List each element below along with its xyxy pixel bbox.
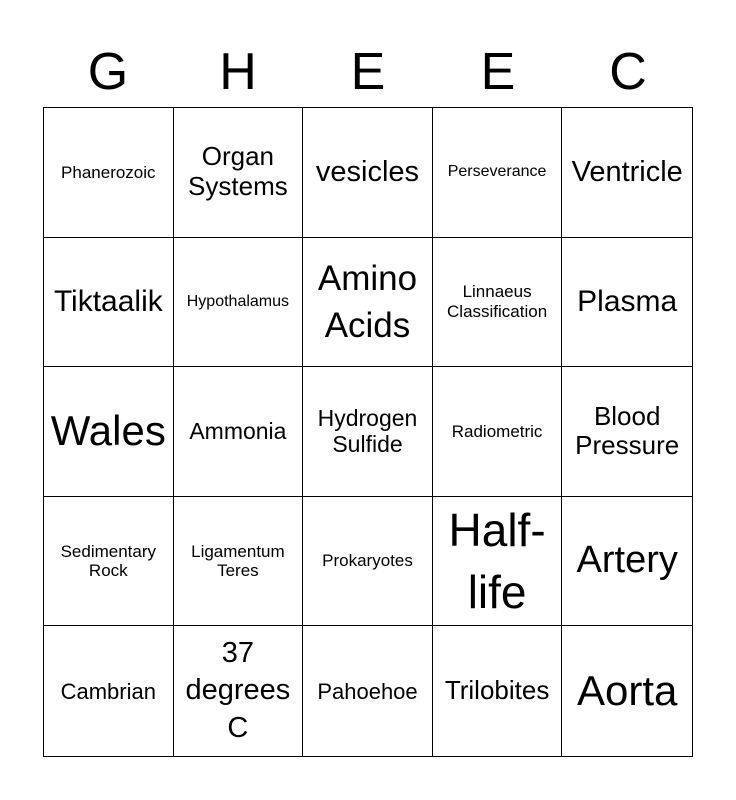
bingo-cell[interactable] [433, 108, 563, 238]
header-letter: G [87, 43, 129, 101]
cell-label: Phanerozoic [61, 162, 156, 182]
bingo-cell[interactable] [44, 367, 174, 497]
bingo-cell[interactable] [44, 626, 174, 756]
bingo-cell[interactable] [433, 367, 563, 497]
cell-label: Sedimentary Rock [60, 541, 157, 581]
header-letter: H [219, 43, 257, 101]
bingo-cell[interactable] [562, 497, 692, 627]
bingo-cell[interactable] [174, 108, 304, 238]
cell-label: vesicles [315, 155, 420, 188]
cell-label: Artery [576, 539, 678, 582]
bingo-header [43, 40, 693, 104]
cell-label: Ventricle [571, 155, 683, 188]
bingo-cell[interactable] [303, 497, 433, 627]
bingo-cell[interactable] [433, 238, 563, 368]
cell-label: Hydrogen Sulfide [317, 405, 418, 458]
bingo-cell[interactable] [174, 497, 304, 627]
bingo-cell[interactable] [44, 238, 174, 368]
cell-label: Radiometric [451, 421, 543, 441]
cell-label: Plasma [577, 284, 678, 318]
cell-label: Perseverance [447, 163, 547, 181]
bingo-cell[interactable] [44, 108, 174, 238]
bingo-cell[interactable] [433, 497, 563, 627]
cell-label: Aorta [577, 667, 678, 715]
cell-label: Blood Pressure [575, 400, 680, 461]
bingo-cell[interactable] [174, 367, 304, 497]
bingo-cell[interactable] [303, 367, 433, 497]
cell-label: Trilobites [444, 675, 550, 706]
bingo-cell[interactable] [433, 626, 563, 756]
bingo-cell[interactable] [562, 367, 692, 497]
bingo-cell[interactable] [44, 497, 174, 627]
bingo-cell[interactable] [562, 626, 692, 756]
cell-label: Wales [50, 407, 166, 455]
bingo-board [43, 107, 693, 757]
cell-label: Cambrian [60, 678, 156, 704]
header-letter: E [480, 43, 516, 101]
header-letter: E [350, 43, 386, 101]
cell-label: Ammonia [189, 418, 287, 445]
cell-label: Half-life [448, 504, 546, 619]
bingo-cell[interactable] [174, 626, 304, 756]
bingo-cell[interactable] [562, 238, 692, 368]
header-letter: C [609, 43, 647, 101]
cell-label: Prokaryotes [322, 551, 413, 571]
cell-label: Linnaeus Classification [447, 282, 548, 321]
bingo-cell[interactable] [174, 238, 304, 368]
cell-label: Organ Systems [188, 141, 288, 202]
bingo-cell[interactable] [303, 238, 433, 368]
bingo-cell[interactable] [303, 626, 433, 756]
cell-label: Pahoehoe [317, 678, 418, 704]
cell-label: 37 degrees C [185, 636, 291, 745]
bingo-cell[interactable] [562, 108, 692, 238]
bingo-cell[interactable] [303, 108, 433, 238]
cell-label: Hypothalamus [186, 292, 290, 310]
cell-label: Amino Acids [317, 258, 418, 345]
cell-label: Ligamentum Teres [191, 541, 285, 581]
cell-label: Tiktaalik [53, 284, 163, 318]
